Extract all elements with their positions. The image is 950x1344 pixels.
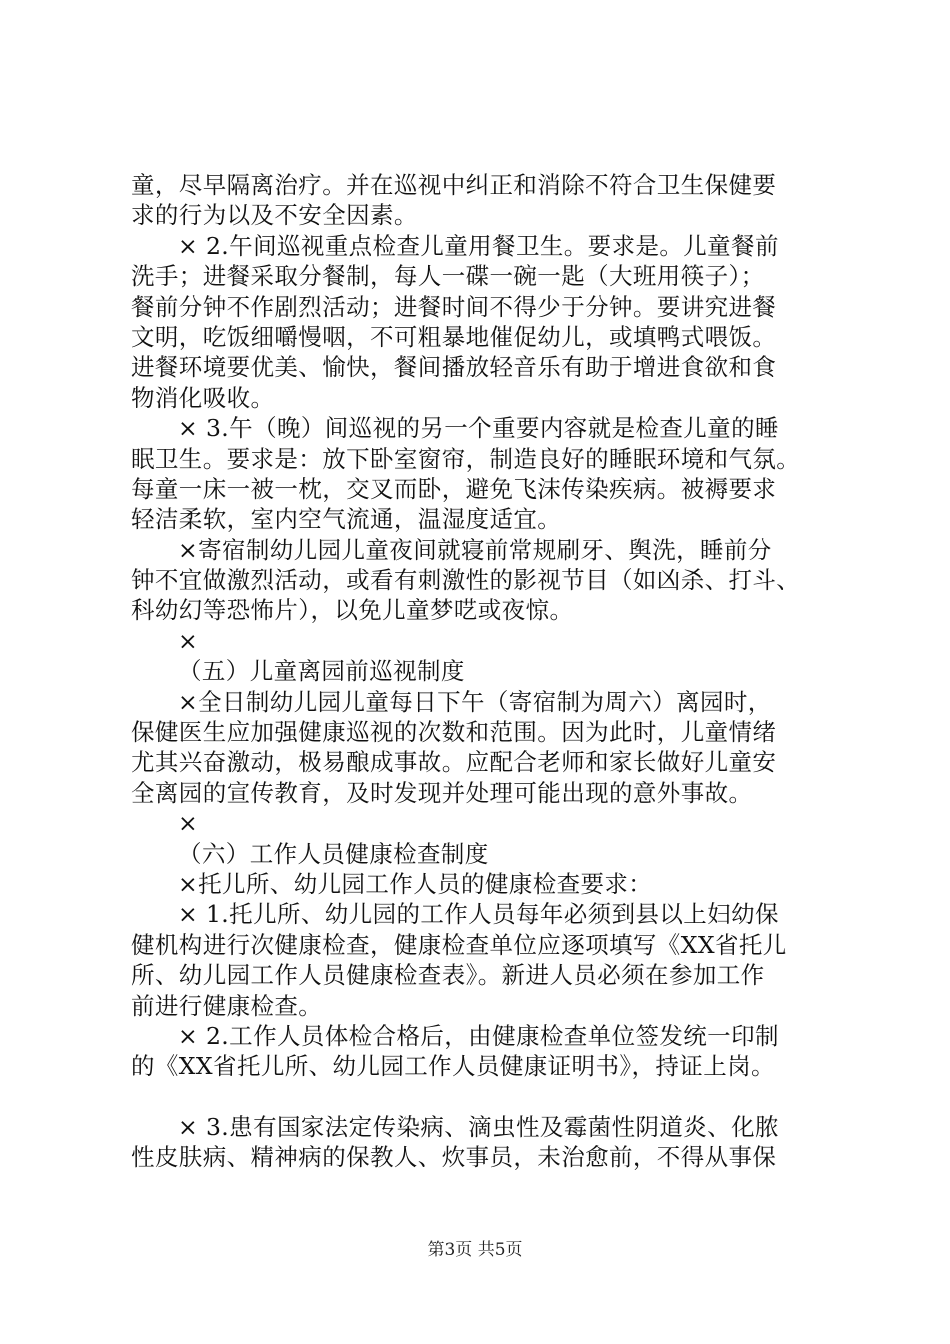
page-footer: 第3页 共5页 xyxy=(427,1240,523,1260)
text-line: 进餐环境要优美、愉快，餐间播放轻音乐有助于增进食欲和食 xyxy=(131,353,777,382)
text-line: 尤其兴奋激动，极易酿成事故。应配合老师和家长做好儿童安 xyxy=(131,748,777,777)
text-line: 求的行为以及不安全因素。 xyxy=(131,201,418,230)
text-line: × xyxy=(178,626,199,655)
text-line: × 2.午间巡视重点检查儿童用餐卫生。要求是。儿童餐前 xyxy=(178,231,779,260)
text-line: 童，尽早隔离治疗。并在巡视中纠正和消除不符合卫生保健要 xyxy=(131,171,777,199)
text-line: 全离园的宣传教育，及时发现并处理可能出现的意外事故。 xyxy=(131,778,753,807)
text-line: 物消化吸收。 xyxy=(131,383,275,412)
text-line: 轻洁柔软，室内空气流通，温湿度适宜。 xyxy=(131,505,562,534)
text-line: 钟不宜做激烈活动，或看有刺激性的影视节目（如凶杀、打斗、 xyxy=(131,566,801,595)
text-line: 性皮肤病、精神病的保教人、炊事员，未治愈前，不得从事保 xyxy=(131,1143,777,1172)
text-line: × xyxy=(178,809,199,838)
text-line: 保健医生应加强健康巡视的次数和范围。因为此时，儿童情绪 xyxy=(131,718,777,747)
text-line: 所、幼儿园工作人员健康检查表》。新进人员必须在参加工作 xyxy=(131,961,765,990)
text-line: × 1.托儿所、幼儿园的工作人员每年必须到县以上妇幼保 xyxy=(178,900,779,929)
text-line: 健机构进行次健康检查，健康检查单位应逐项填写《XX省托儿 xyxy=(131,930,787,959)
text-line: （五）儿童离园前巡视制度 xyxy=(178,657,465,686)
text-line: ×全日制幼儿园儿童每日下午（寄宿制为周六）离园时， xyxy=(178,687,772,716)
text-line: 餐前分钟不作剧烈活动；进餐时间不得少于分钟。要讲究进餐 xyxy=(131,292,777,321)
text-line: ×寄宿制幼儿园儿童夜间就寝前常规刷牙、舆洗，睡前分 xyxy=(178,535,772,564)
text-line: × 2.工作人员体检合格后，由健康检查单位签发统一印制 xyxy=(178,1021,779,1050)
text-line: × 3.午（晚）间巡视的另一个重要内容就是检查儿童的睡 xyxy=(178,414,779,443)
text-line: × 3.患有国家法定传染病、滴虫性及霉菌性阴道炎、化脓 xyxy=(178,1112,779,1141)
text-line: 科幼幻等恐怖片），以免儿童梦呓或夜惊。 xyxy=(131,596,574,625)
text-line: 每童一床一被一枕，交叉而卧，避免飞沫传染疾病。被褥要求 xyxy=(131,474,777,503)
document-body xyxy=(131,170,831,1173)
paragraph-gap xyxy=(131,1082,831,1112)
text-line: 的《XX省托儿所、幼儿园工作人员健康证明书》，持证上岗。 xyxy=(131,1052,775,1081)
text-line: ×托儿所、幼儿园工作人员的健康检查要求： xyxy=(178,869,653,898)
text-line: （六）工作人员健康检查制度 xyxy=(178,839,489,868)
text-line: 文明，吃饭细嚼慢咽，不可粗暴地催促幼儿，或填鸭式喂饭。 xyxy=(131,322,777,351)
text-line: 眠卫生。要求是：放下卧室窗帘，制造良好的睡眠环境和气氛。 xyxy=(131,444,801,473)
text-line: 洗手；进餐采取分餐制，每人一碟一碗一匙（大班用筷子）； xyxy=(131,262,765,291)
text-line: 前进行健康检查。 xyxy=(131,991,323,1020)
